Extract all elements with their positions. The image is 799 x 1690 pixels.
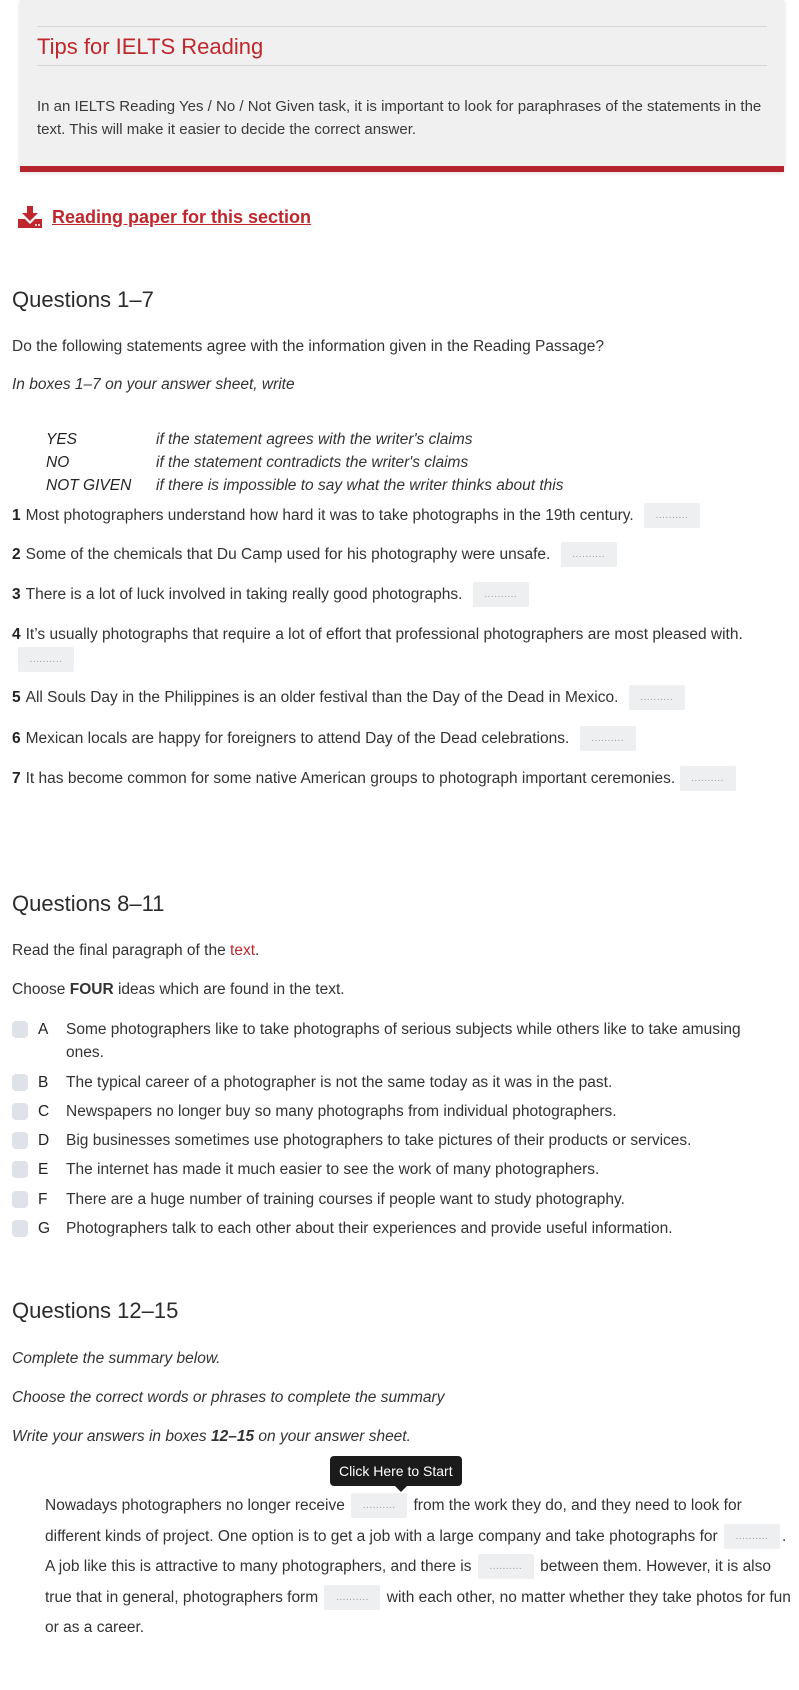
section3-line2: Choose the correct words or phrases to complete the summary — [12, 1389, 445, 1406]
download-reading-paper[interactable] — [18, 206, 311, 228]
question-text: Most photographers understand how hard it was to take photographs in the 19th century. — [25, 507, 634, 524]
option-letter: D — [38, 1132, 50, 1149]
instruction-text-end: . — [255, 942, 260, 959]
tips-title-wrap — [37, 26, 767, 66]
option-text: The typical career of a photographer is not the same today as it was in the past. — [66, 1074, 613, 1091]
legend-key: NOT GIVEN — [46, 477, 132, 494]
answer-box-6[interactable]: .......... — [580, 726, 636, 751]
line3-text-end: on your answer sheet. — [254, 1428, 411, 1445]
question-number: 1 — [12, 507, 21, 524]
tips-title: Tips for IELTS Reading — [37, 34, 264, 59]
option-letter: F — [38, 1191, 48, 1208]
tips-box — [20, 0, 784, 172]
question-number: 5 — [12, 689, 21, 706]
choose-count: FOUR — [69, 981, 114, 998]
answer-box-13[interactable]: .......... — [724, 1524, 780, 1549]
question-3 — [12, 582, 787, 607]
option-text: Photographers talk to each other about their experiences and provide useful information. — [66, 1220, 673, 1237]
section2-choose — [12, 981, 345, 999]
download-link[interactable]: Reading paper for this section — [52, 206, 312, 227]
download-icon — [18, 206, 42, 228]
checkbox-a[interactable] — [12, 1021, 28, 1038]
tips-body: In an IELTS Reading Yes / No / Not Given task, it is important to look for paraphrases of the statements in the text. This will make it easier to decide the correct answer. — [37, 98, 762, 138]
answer-legend — [46, 428, 564, 497]
checkbox-c[interactable] — [12, 1103, 28, 1120]
question-text: Mexican locals are happy for foreigners to attend Day of the Dead celebrations. — [25, 730, 570, 747]
section-heading-1-7: Questions 1–7 — [12, 287, 154, 312]
option-letter: G — [38, 1220, 51, 1237]
section1-instruction: Do the following statements agree with the information given in the Reading Passage? — [12, 338, 604, 355]
start-tooltip[interactable]: Click Here to Start — [330, 1456, 462, 1486]
answer-box-1[interactable]: .......... — [644, 503, 700, 528]
option-text: Some photographers like to take photographs of serious subjects while others like to take amusing ones. — [66, 1021, 741, 1061]
option-text: Big businesses sometimes use photographers to take pictures of their products or services. — [66, 1132, 692, 1149]
question-1 — [12, 503, 787, 528]
answer-box-3[interactable]: .......... — [473, 582, 529, 607]
legend-row-yes — [46, 428, 564, 451]
answer-box-4[interactable]: .......... — [18, 647, 74, 672]
answer-box-7[interactable]: .......... — [680, 766, 736, 791]
option-e[interactable] — [12, 1158, 772, 1181]
question-number: 7 — [12, 770, 21, 787]
answer-box-15[interactable]: .......... — [324, 1585, 380, 1610]
summary-segment: from the work they do, and they need to look for different kinds of project. One option is to get a job with a large company and take photographs for — [45, 1497, 742, 1545]
summary-text — [45, 1491, 795, 1644]
section1-sub-instruction: In boxes 1–7 on your answer sheet, write — [12, 376, 295, 393]
question-4 — [12, 622, 787, 672]
question-number: 4 — [12, 626, 21, 643]
question-7 — [12, 766, 787, 791]
option-text: Newspapers no longer buy so many photographs from individual photographers. — [66, 1103, 617, 1120]
question-number: 6 — [12, 730, 21, 747]
legend-row-not-given — [46, 474, 564, 497]
legend-desc: if the statement agrees with the writer's claims — [156, 431, 473, 448]
option-letter: C — [38, 1103, 50, 1120]
legend-row-no — [46, 451, 564, 474]
answer-box-5[interactable]: .......... — [629, 685, 685, 710]
checkbox-g[interactable] — [12, 1220, 28, 1237]
choose-text: Choose — [12, 981, 70, 998]
choose-text-end: ideas which are found in the text. — [113, 981, 345, 998]
answer-box-12[interactable]: .......... — [351, 1493, 407, 1518]
section-heading-8-11: Questions 8–11 — [12, 891, 165, 916]
line3-text: Write your answers in boxes — [12, 1428, 211, 1445]
option-letter: A — [38, 1021, 49, 1038]
question-2 — [12, 542, 787, 567]
option-letter: B — [38, 1074, 49, 1091]
question-5 — [12, 685, 787, 710]
question-text: It has become common for some native American groups to photograph important ceremonies. — [25, 770, 676, 787]
section3-line1: Complete the summary below. — [12, 1350, 221, 1367]
question-text: Some of the chemicals that Du Camp used for his photography were unsafe. — [25, 546, 551, 563]
question-text: It’s usually photographs that require a lot of effort that professional photographers are most pleased with. — [25, 626, 743, 643]
option-a[interactable] — [12, 1018, 772, 1064]
question-text: There is a lot of luck involved in taking really good photographs. — [25, 586, 463, 603]
section3-line3 — [12, 1428, 411, 1446]
checkbox-b[interactable] — [12, 1074, 28, 1091]
option-f[interactable] — [12, 1188, 772, 1211]
option-g[interactable] — [12, 1217, 772, 1240]
legend-key: YES — [46, 431, 78, 448]
option-d[interactable] — [12, 1129, 772, 1152]
section-heading-12-15: Questions 12–15 — [12, 1298, 179, 1323]
option-text: There are a huge number of training courses if people want to study photography. — [66, 1191, 625, 1208]
option-b[interactable] — [12, 1071, 772, 1094]
summary-segment: with each other, no matter whether they take photos for fun or as a career. — [45, 1588, 791, 1636]
instruction-text: Read the final paragraph of the — [12, 942, 231, 959]
legend-desc: if there is impossible to say what the writer thinks about this — [156, 477, 564, 494]
checkbox-d[interactable] — [12, 1132, 28, 1149]
answer-box-14[interactable]: .......... — [478, 1554, 534, 1579]
legend-desc: if the statement contradicts the writer's claims — [156, 454, 469, 471]
checkbox-e[interactable] — [12, 1161, 28, 1178]
question-number: 3 — [12, 586, 21, 603]
checkbox-f[interactable] — [12, 1191, 28, 1208]
summary-segment: between them. However, it is also true that in general, photographers form — [45, 1558, 771, 1606]
answer-box-2[interactable]: .......... — [561, 542, 617, 567]
option-text: The internet has made it much easier to see the work of many photographers. — [66, 1161, 600, 1178]
question-6 — [12, 726, 787, 751]
question-number: 2 — [12, 546, 21, 563]
legend-key: NO — [46, 454, 70, 471]
summary-segment: Nowadays photographers no longer receive — [45, 1497, 345, 1514]
option-c[interactable] — [12, 1100, 772, 1123]
question-text: All Souls Day in the Philippines is an older festival than the Day of the Dead in Mexico. — [25, 689, 619, 706]
section2-instruction — [12, 942, 259, 960]
text-link[interactable]: text — [230, 942, 255, 959]
option-letter: E — [38, 1161, 49, 1178]
summary-segment: . A job like this is attractive to many photographers, and there is — [45, 1527, 787, 1575]
line3-bold: 12–15 — [211, 1428, 255, 1445]
